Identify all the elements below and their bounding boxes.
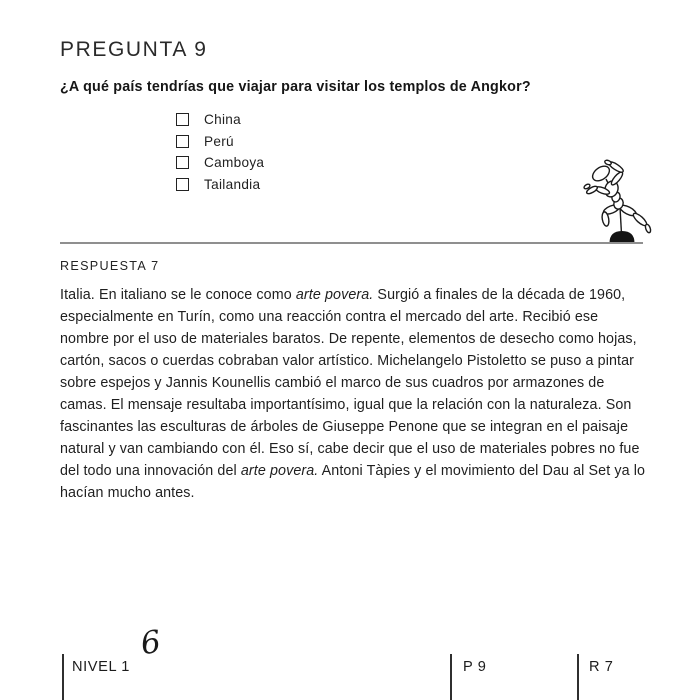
option-checkbox-tailandia[interactable] [176, 178, 189, 191]
option-row-peru [176, 131, 264, 153]
answer-body-text-1: Italia. En italiano se le conoce como [60, 287, 296, 303]
arte-povera-italic-1: arte povera. [295, 287, 374, 303]
option-checkbox-china[interactable] [176, 113, 189, 126]
option-label-camboya: Camboya [204, 155, 265, 171]
option-checkbox-peru[interactable] [176, 135, 189, 148]
handwritten-six-mark: 6 [138, 623, 164, 663]
answer-body [60, 284, 646, 504]
option-row-tailandia [176, 174, 264, 196]
answer-title: RESPUESTA 7 [60, 259, 160, 273]
section-divider-rule [60, 242, 643, 244]
arte-povera-italic-2: arte povera. [240, 463, 319, 479]
footer-page-divider [450, 654, 452, 700]
footer-answer-label: R 7 [589, 659, 614, 675]
question-text: ¿A qué país tendrías que viajar para visitar los templos de Angkor? [60, 79, 531, 95]
option-row-china [176, 109, 264, 131]
option-label-peru: Perú [204, 133, 234, 149]
option-checkbox-camboya[interactable] [176, 156, 189, 169]
footer-page-label: P 9 [463, 659, 487, 675]
option-label-tailandia: Tailandia [204, 176, 261, 192]
option-row-camboya [176, 152, 264, 174]
options-list [176, 109, 264, 195]
answer-body-text-3: Antoni Tàpies y el movimiento del Dau al Set ya lo hacían mucho antes. [60, 463, 646, 501]
footer-level-divider [62, 654, 64, 700]
question-title: PREGUNTA 9 [60, 38, 208, 61]
footer-answer-divider [577, 654, 579, 700]
running-mannequin-icon [583, 157, 663, 245]
footer-level-label: NIVEL 1 [72, 659, 131, 675]
option-label-china: China [204, 112, 242, 128]
answer-body-text-2: Surgió a finales de la década de 1960, especialmente en Turín, como una reacción contra el mercado del arte. Recibió ese nombre por el uso de materiales baratos. De repente, elementos de desecho como hojas, cartón, sacos o cuerdas cobraban valor artístico. Michelangelo Pistoletto se puso a pintar sobre espejos y Jannis Kounellis cambió el marco de sus cuadros por armazones de camas. El mensaje resultaba importantísimo, igual que la relación con la naturaleza. Son fascinantes las esculturas de árboles de Giuseppe Penone que se integran en el paisaje natural y van cambiando con él. Eso sí, cabe decir que el uso de materiales pobres no fue del todo una innovación del [60, 287, 640, 479]
